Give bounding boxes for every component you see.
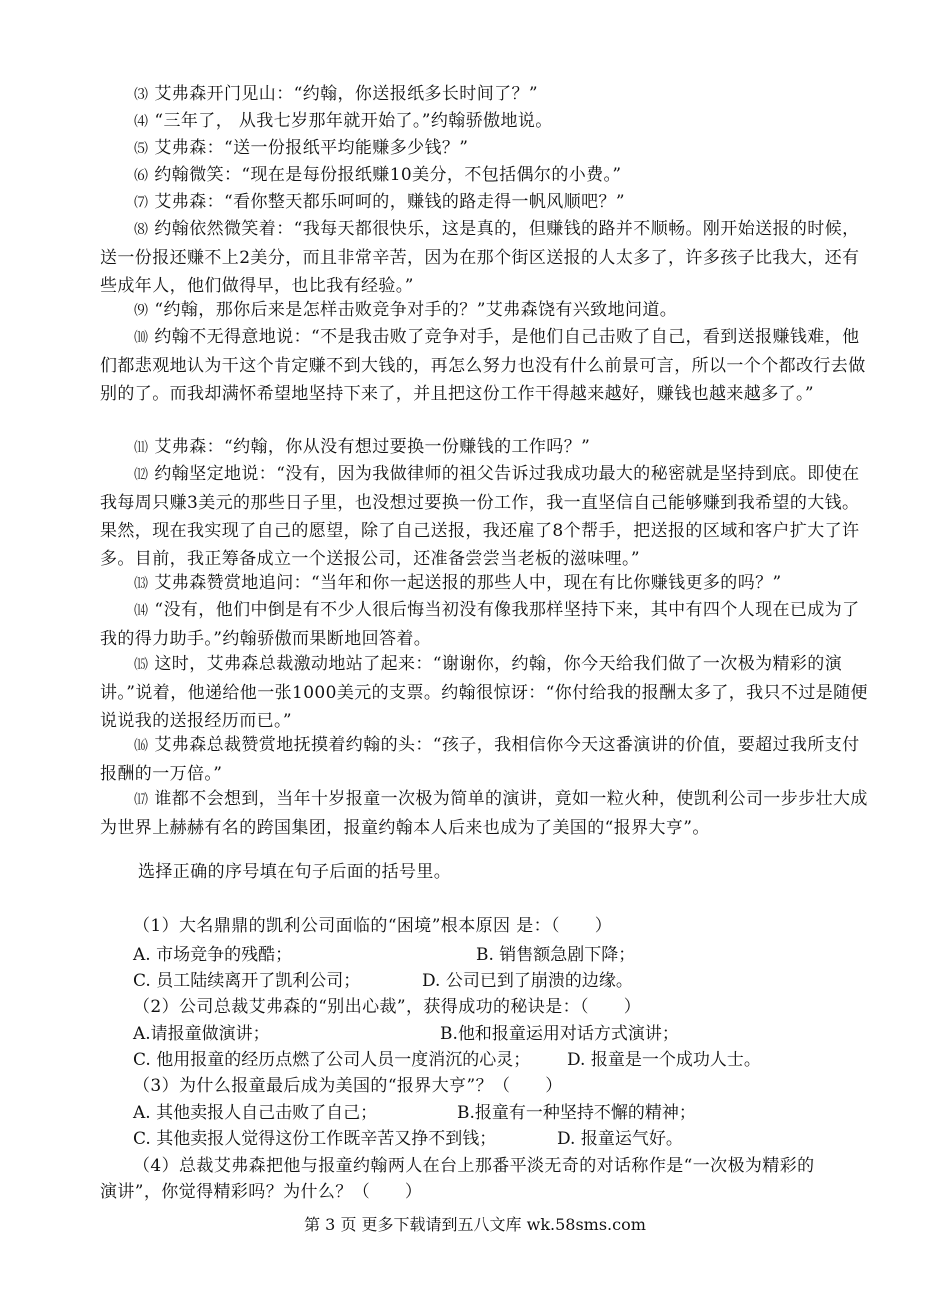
paragraph: ⑼ “约翰，那你后来是怎样击败竞争对手的？”艾弗森饶有兴致地问道。 (134, 300, 678, 320)
paragraph: ⑾ 艾弗森：“约翰，你从没有想过要换一份赚钱的工作吗？” (134, 437, 591, 457)
question-stem: （3）为什么报童最后成为美国的“报界大亨”？（ ） (133, 1076, 563, 1096)
option-b: B.报童有一种坚持不懈的精神； (457, 1103, 696, 1123)
paragraph: ⒀ 艾弗森赞赏地追问：“当年和你一起送报的那些人中，现在有比你赚钱更多的吗？” (134, 573, 782, 593)
question-stem: （4）总裁艾弗森把他与报童约翰两人在台上那番平淡无奇的对话称作是“一次极为精彩的 (133, 1156, 815, 1176)
option-d: D. 报童运气好。 (557, 1129, 683, 1149)
paragraph: ⑹ 约翰微笑：“现在是每份报纸赚10美分，不包括偶尔的小费。” (134, 165, 622, 185)
option-d: D. 报童是一个成功人士。 (567, 1050, 761, 1070)
option-c: C. 其他卖报人觉得这份工作既辛苦又挣不到钱； (133, 1129, 497, 1149)
paragraph: ⑿ 约翰坚定地说：“没有，因为我做律师的祖父告诉过我成功最大的秘密就是坚持到底。即使在我每周只赚3美元的那些日子里，也没想过要换一份工作，我一直坚信自己能够赚到我希望的大钱。果然，现在我实现了自己的愿望，除了自己送报，我还雇了8个帮手，把送报的区域和客户扩大了许多。目前，我正筹备成立一个送报公司，还准备尝尝当老板的滋味哩。” (100, 464, 860, 569)
page-footer: 第 3 页 更多下载请到五八文库 wk.58sms.com (304, 1215, 646, 1234)
option-a: A. 市场竞争的残酷； (133, 945, 293, 965)
option-c: C. 他用报童的经历点燃了公司人员一度消沉的心灵； (133, 1050, 531, 1070)
option-b: B. 销售额急剧下降； (476, 945, 636, 965)
paragraph: ⒂ 这时，艾弗森总裁激动地站了起来：“谢谢你，约翰，你今天给我们做了一次极为精彩的演讲。”说着，他递给他一张1000美元的支票。约翰很惊讶：“你付给我的报酬太多了，我只不过是随便说说我的送报经历而已。” (100, 654, 868, 731)
question-stem: （2）公司总裁艾弗森的“别出心裁”，获得成功的秘诀是：（ ） (133, 997, 642, 1017)
option-c: C. 员工陆续离开了凯利公司； (133, 971, 361, 991)
paragraph: ⑽ 约翰不无得意地说：“不是我击败了竞争对手，是他们自己击败了自己，看到送报赚钱难，他们都悲观地认为干这个肯定赚不到大钱的，再怎么努力也没有什么前景可言，所以一个个都改行去做别的了。而我却满怀希望地坚持下来了，并且把这份工作干得越来越好，赚钱也越来越多了。” (100, 327, 866, 404)
question-stem: （1）大名鼎鼎的凯利公司面临的“困境”根本原因 是：（ ） (133, 916, 613, 936)
paragraph: ⒁ “没有，他们中倒是有不少人很后悔当初没有像我那样坚持下来，其中有四个人现在已成为了我的得力助手。”约翰骄傲而果断地回答着。 (100, 600, 860, 649)
question-stem-continued: 演讲”，你觉得精彩吗？为什么？（ ） (100, 1182, 423, 1202)
option-a: A.请报童做演讲； (133, 1024, 270, 1044)
paragraph: ⑻ 约翰依然微笑着：“我每天都很快乐，这是真的，但赚钱的路并不顺畅。刚开始送报的时候，送一份报还赚不上2美分，而且非常辛苦，因为在那个街区送报的人太多了，许多孩子比我大，还有些成年人，他们做得早，也比我有经验。” (100, 219, 860, 296)
instruction-text: 选择正确的序号填在句子后面的括号里。 (138, 862, 452, 882)
option-a: A. 其他卖报人自己击败了自己； (133, 1103, 378, 1123)
paragraph: ⒃ 艾弗森总裁赞赏地抚摸着约翰的头：“孩子，我相信你今天这番演讲的价值，要超过我所支付报酬的一万倍。” (100, 735, 860, 784)
paragraph: ⑶ 艾弗森开门见山：“约翰，你送报纸多长时间了？” (134, 84, 538, 104)
option-b: B.他和报童运用对话方式演讲； (440, 1024, 679, 1044)
paragraph: ⑷ “三年了， 从我七岁那年就开始了。”约翰骄傲地说。 (134, 111, 553, 131)
paragraph: ⑺ 艾弗森：“看你整天都乐呵呵的，赚钱的路走得一帆风顺吧？” (134, 192, 625, 212)
paragraph: ⒄ 谁都不会想到，当年十岁报童一次极为简单的演讲，竟如一粒火种，使凯利公司一步步壮大成为世界上赫赫有名的跨国集团，报童约翰本人后来也成为了美国的“报界大亨”。 (100, 789, 868, 838)
paragraph: ⑸ 艾弗森：“送一份报纸平均能赚多少钱？” (134, 138, 469, 158)
option-d: D. 公司已到了崩溃的边缘。 (422, 971, 633, 991)
